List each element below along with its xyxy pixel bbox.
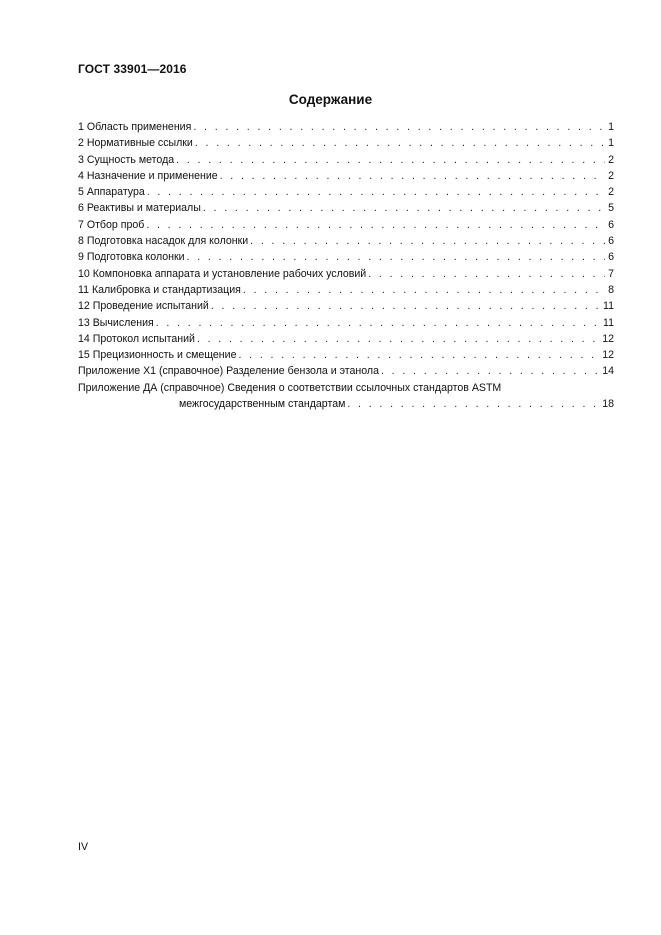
toc-entry-page: 5 <box>608 202 614 215</box>
toc-entry-page: 1 <box>608 137 614 150</box>
toc-entry-14[interactable] <box>78 331 614 347</box>
toc-entry-10[interactable] <box>78 266 614 282</box>
toc-entry-page: 12 <box>602 349 614 362</box>
toc-entry-page: 11 <box>603 300 614 313</box>
dot-leader <box>146 217 605 233</box>
toc-entry-page: 6 <box>608 251 614 264</box>
page-number: IV <box>78 841 89 853</box>
toc-entry-label: 7 Отбор проб <box>78 218 145 231</box>
toc-entry-9[interactable] <box>78 249 614 265</box>
toc-entry-label: 1 Область применения <box>78 121 192 133</box>
dot-leader <box>176 152 605 168</box>
dot-leader <box>347 396 599 412</box>
toc-entry-11[interactable] <box>78 282 614 298</box>
dot-leader <box>193 119 605 135</box>
toc-entry-page: 7 <box>608 267 614 280</box>
toc-entry-page: 12 <box>602 332 614 345</box>
toc-entry-label: 14 Протокол испытаний <box>78 332 195 345</box>
toc-entry-15[interactable] <box>78 347 614 363</box>
dot-leader <box>147 184 605 200</box>
toc-entry-appendix-da[interactable] <box>78 380 614 413</box>
dot-leader <box>243 282 605 298</box>
toc-entry-8[interactable] <box>78 233 614 249</box>
toc-entry-page: 18 <box>602 398 614 411</box>
toc-entry-4[interactable] <box>78 168 614 184</box>
toc-entry-page: 14 <box>602 365 614 378</box>
dot-leader <box>197 331 599 347</box>
toc-entry-7[interactable] <box>78 217 614 233</box>
dot-leader <box>368 266 605 282</box>
dot-leader <box>250 233 605 249</box>
toc-entry-page: 1 <box>608 121 614 133</box>
toc-entry-1[interactable] <box>78 119 614 135</box>
toc-entry-3[interactable] <box>78 152 614 168</box>
toc-title: Содержание <box>288 92 373 107</box>
table-of-contents <box>78 119 614 412</box>
toc-entry-label: 11 Калибровка и стандартизация <box>78 283 241 296</box>
document-code: ГОСТ 33901—2016 <box>78 62 187 76</box>
toc-entry-label-line2: межгосударственным стандартам <box>179 398 346 411</box>
toc-entry-page: 6 <box>608 218 614 231</box>
toc-entry-label: 2 Нормативные ссылки <box>78 137 193 150</box>
toc-entry-label: 5 Аппаратура <box>78 186 145 199</box>
toc-entry-6[interactable] <box>78 200 614 216</box>
toc-entry-label: 10 Компоновка аппарата и установление рабочих условий <box>78 267 367 280</box>
dot-leader <box>211 298 600 314</box>
toc-entry-label: 13 Вычисления <box>78 316 154 329</box>
toc-entry-13[interactable] <box>78 315 614 331</box>
toc-entry-page: 2 <box>608 153 614 166</box>
toc-entry-continuation <box>78 396 614 412</box>
toc-entry-label: 9 Подготовка колонки <box>78 251 185 264</box>
toc-entry-label: 4 Назначение и применение <box>78 169 218 182</box>
toc-entry-label: Приложение X1 (справочное) Разделение бензола и этанола <box>78 365 379 378</box>
toc-entry-2[interactable] <box>78 135 614 151</box>
dot-leader <box>187 249 606 265</box>
toc-entry-page: 2 <box>608 169 614 182</box>
dot-leader <box>220 168 605 184</box>
dot-leader <box>156 315 600 331</box>
toc-entry-page: 8 <box>608 283 614 296</box>
dot-leader <box>381 363 599 379</box>
dot-leader <box>238 347 599 363</box>
dot-leader <box>195 135 605 151</box>
toc-entry-appendix-x1[interactable] <box>78 363 614 379</box>
toc-entry-page: 6 <box>608 235 614 248</box>
toc-entry-page: 11 <box>603 316 614 329</box>
toc-entry-5[interactable] <box>78 184 614 200</box>
toc-entry-label-line1: Приложение ДА (справочное) Сведения о соответствии ссылочных стандартов ASTM <box>78 381 502 394</box>
toc-entry-label: 12 Проведение испытаний <box>78 300 209 313</box>
toc-entry-page: 2 <box>608 186 614 199</box>
toc-entry-label: 3 Сущность метода <box>78 153 175 166</box>
dot-leader <box>203 200 605 216</box>
toc-entry-label: 6 Реактивы и материалы <box>78 202 201 215</box>
toc-entry-label: 15 Прецизионность и смещение <box>78 349 237 362</box>
toc-entry-label: 8 Подготовка насадок для колонки <box>78 235 249 248</box>
toc-entry-12[interactable] <box>78 298 614 314</box>
